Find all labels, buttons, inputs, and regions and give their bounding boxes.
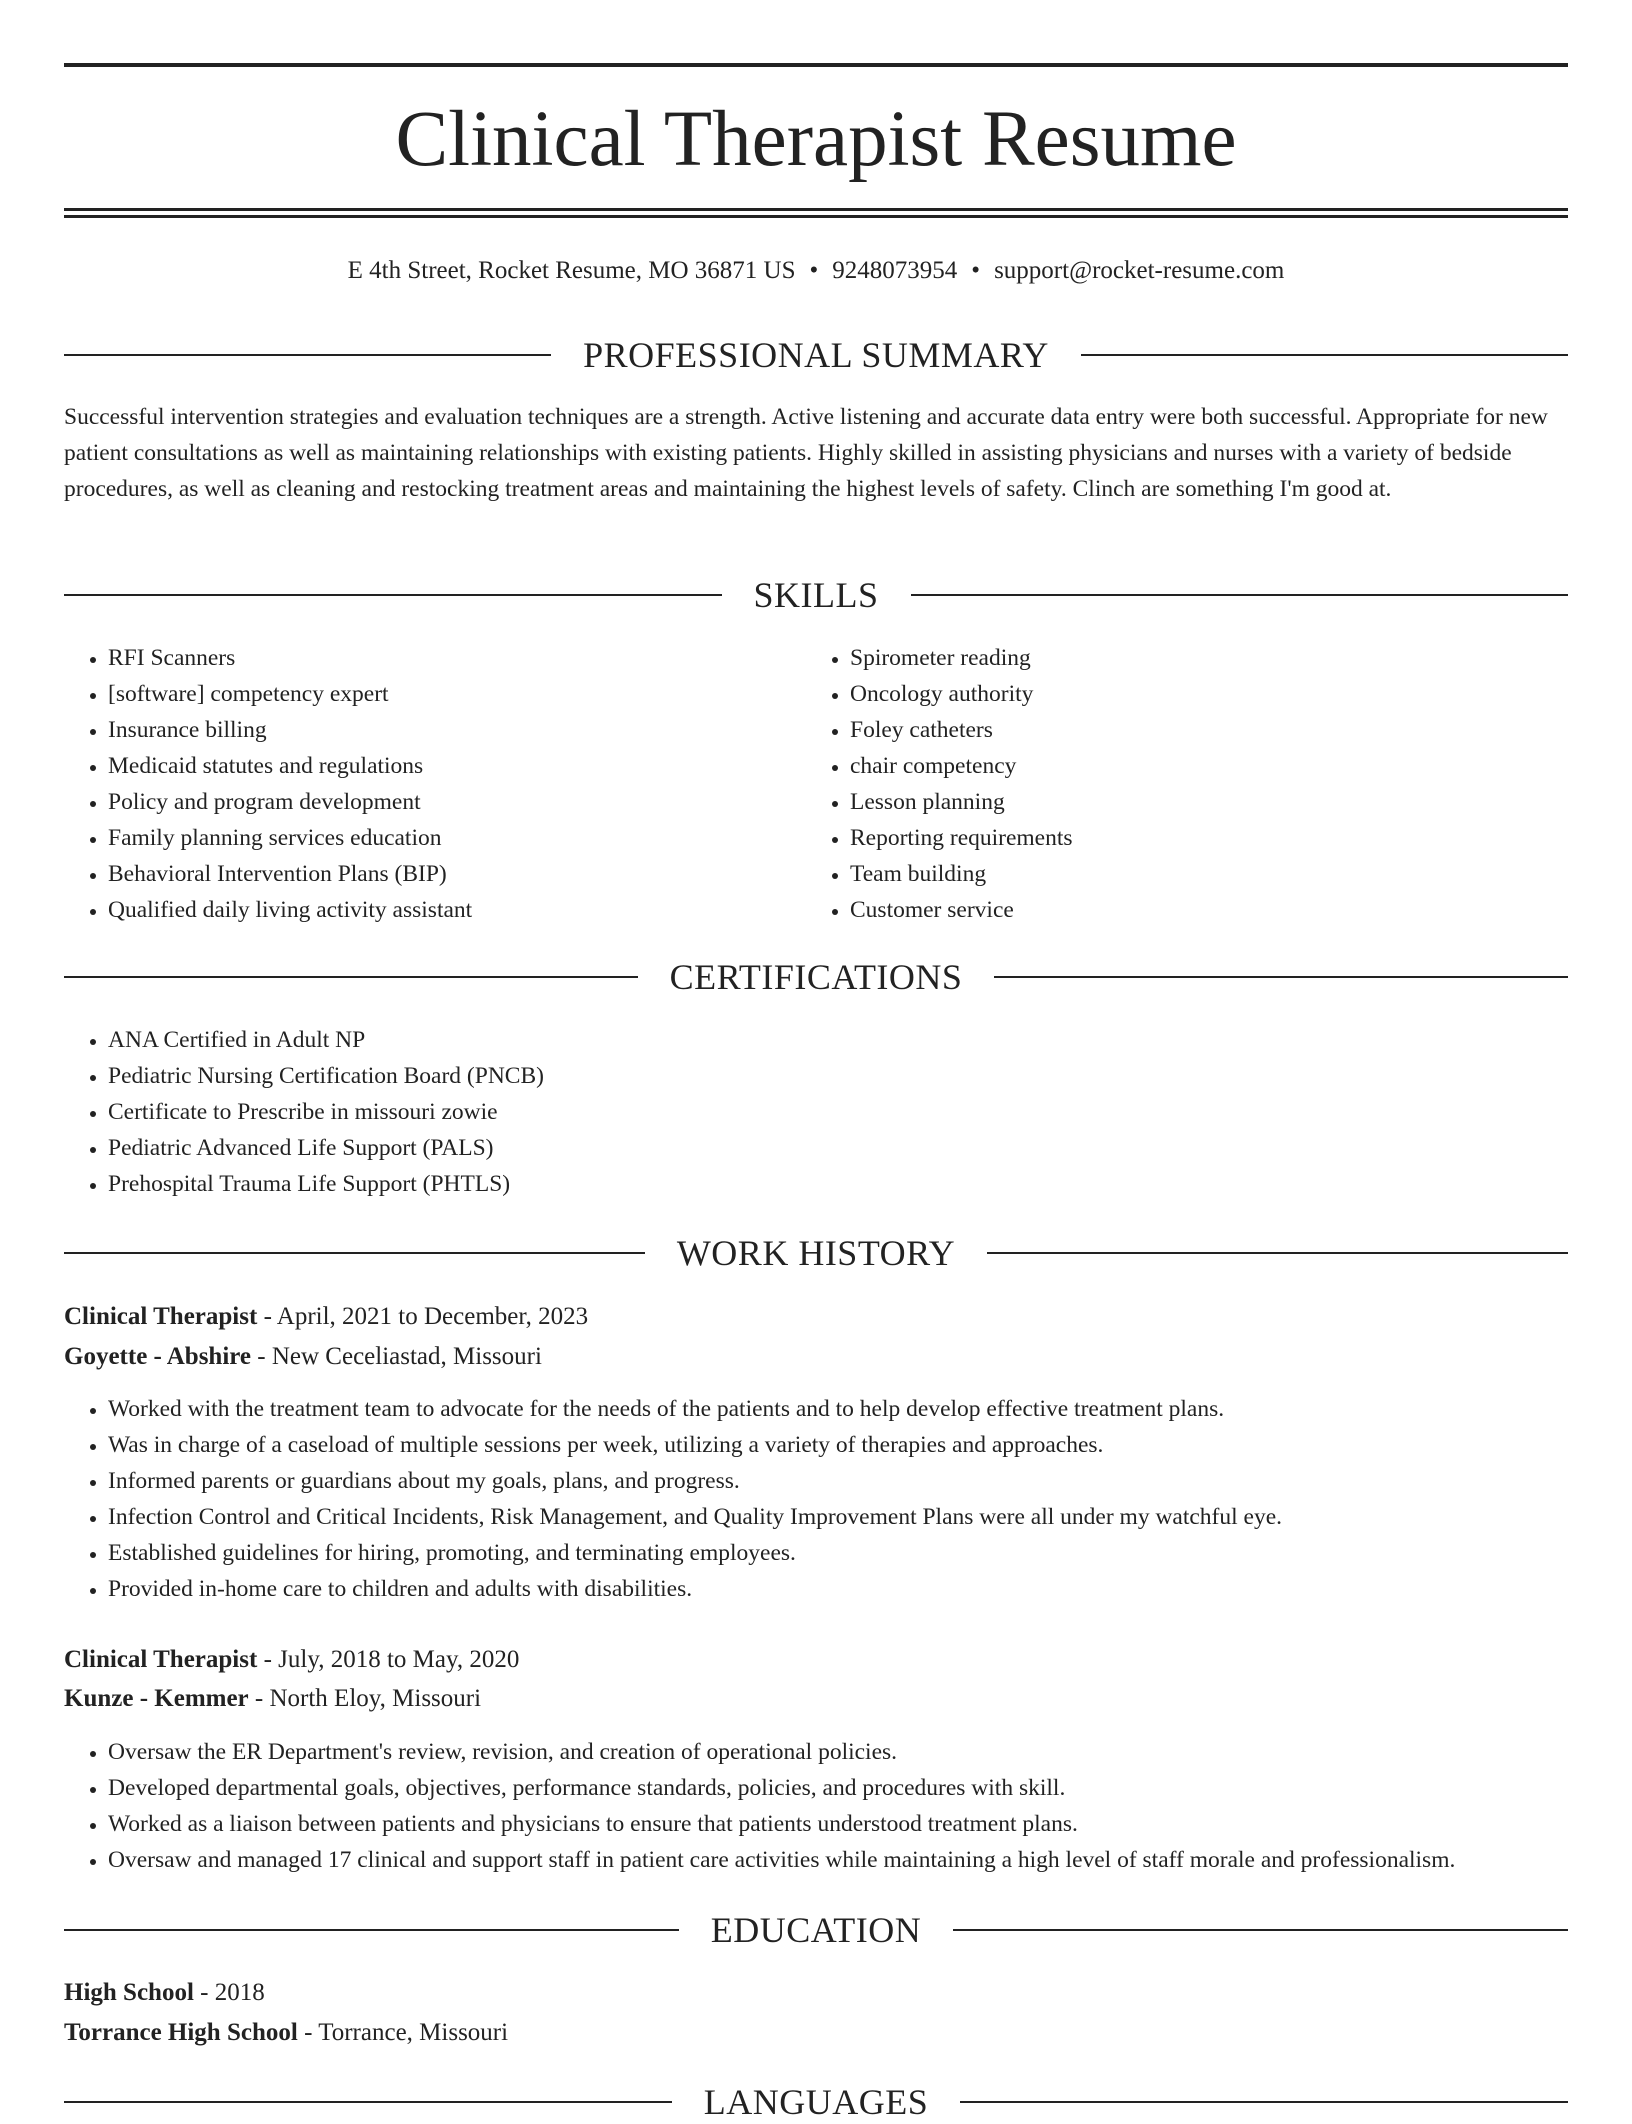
section-title: WORK HISTORY xyxy=(676,1233,956,1273)
education-school-line xyxy=(64,2013,1568,2053)
certification-item: • ANA Certified in Adult NP xyxy=(108,1022,1508,1058)
contact-line xyxy=(64,253,1568,289)
skills-list-left xyxy=(64,640,808,928)
job-title-line xyxy=(64,1640,1568,1680)
job-title: Clinical Therapist xyxy=(64,1646,258,1673)
section-rule xyxy=(64,2101,672,2103)
section-rule xyxy=(987,1252,1568,1254)
section-rule xyxy=(1081,354,1568,356)
section-title: PROFESSIONAL SUMMARY xyxy=(583,335,1049,375)
certifications-list xyxy=(64,1022,1508,1202)
certification-item: • Pediatric Nursing Certification Board (PNCB) xyxy=(108,1058,1508,1094)
job-bullets xyxy=(64,1391,1568,1607)
job-company: Goyette - Abshire xyxy=(64,1343,252,1370)
skill-item: • Oncology authority xyxy=(850,676,1550,712)
section-header-languages xyxy=(64,2080,1568,2124)
skills-list-right xyxy=(806,640,1550,928)
top-rule xyxy=(64,63,1568,67)
job-company: Kunze - Kemmer xyxy=(64,1685,249,1712)
job-bullet: • Developed departmental goals, objectives, performance standards, policies, and procedures with skill. xyxy=(108,1770,1588,1806)
section-rule xyxy=(64,1929,679,1931)
job-bullet: • Provided in-home care to children and adults with disabilities. xyxy=(108,1571,1568,1607)
section-header-work-history xyxy=(64,1231,1568,1275)
job-bullet: • Worked as a liaison between patients and physicians to ensure that patients understood treatment plans. xyxy=(108,1806,1588,1842)
contact-phone: 9248073954 xyxy=(832,257,958,284)
certification-item: • Pediatric Advanced Life Support (PALS) xyxy=(108,1130,1508,1166)
skill-item: • Behavioral Intervention Plans (BIP) xyxy=(108,856,808,892)
section-rule xyxy=(960,2101,1568,2103)
job-bullet: • Oversaw and managed 17 clinical and support staff in patient care activities while maintaining a high level of staff morale and professionalism. xyxy=(108,1842,1588,1878)
section-header-skills xyxy=(64,573,1568,617)
skill-item: • Policy and program development xyxy=(108,784,808,820)
section-header-certifications xyxy=(64,955,1568,999)
job-location: - New Ceceliastad, Missouri xyxy=(251,1343,542,1370)
skill-item: • Family planning services education xyxy=(108,820,808,856)
section-header-summary xyxy=(64,333,1568,377)
professional-summary: Successful intervention strategies and evaluation techniques are a strength. Active listening and accurate data entry were both successful. Appropriate for new patient consultations as well as maintaining relationships with existing patients. Highly skilled in assisting physicians and nurses with a variety of bedside procedures, as well as cleaning and restocking treatment areas and maintaining the highest levels of safety. Clinch are something I'm good at. xyxy=(64,404,1548,502)
certification-item: • Certificate to Prescribe in missouri zowie xyxy=(108,1094,1508,1130)
section-header-education xyxy=(64,1908,1568,1952)
contact-address: E 4th Street, Rocket Resume, MO 36871 US xyxy=(347,257,796,284)
job-bullet: • Established guidelines for hiring, promoting, and terminating employees. xyxy=(108,1535,1568,1571)
section-rule xyxy=(64,594,722,596)
skill-item: • RFI Scanners xyxy=(108,640,808,676)
education-degree: High School xyxy=(64,1979,194,2006)
title-rule-lower xyxy=(64,215,1568,218)
skill-item: • Insurance billing xyxy=(108,712,808,748)
section-rule xyxy=(953,1929,1568,1931)
contact-separator: • xyxy=(971,257,981,284)
certification-item: • Prehospital Trauma Life Support (PHTLS) xyxy=(108,1166,1508,1202)
section-title: LANGUAGES xyxy=(703,2082,929,2122)
job-title-line xyxy=(64,1297,1568,1337)
skill-item: • chair competency xyxy=(850,748,1550,784)
job-bullet: • Oversaw the ER Department's review, revision, and creation of operational policies. xyxy=(108,1734,1588,1770)
section-rule xyxy=(64,1252,645,1254)
skill-item: • Spirometer reading xyxy=(850,640,1550,676)
job-dates: - July, 2018 to May, 2020 xyxy=(257,1646,520,1673)
section-title: SKILLS xyxy=(753,575,879,615)
skill-item: • Team building xyxy=(850,856,1550,892)
skill-item: • Lesson planning xyxy=(850,784,1550,820)
job-location: - North Eloy, Missouri xyxy=(248,1685,482,1712)
section-rule xyxy=(911,594,1569,596)
job-bullet: • Infection Control and Critical Incidents, Risk Management, and Quality Improvement Plans were all under my watchful eye. xyxy=(108,1499,1568,1535)
contact-separator: • xyxy=(809,257,819,284)
skill-item: • Qualified daily living activity assistant xyxy=(108,892,808,928)
education-location: - Torrance, Missouri xyxy=(297,2019,509,2046)
job-company-line xyxy=(64,1679,1568,1719)
section-title: CERTIFICATIONS xyxy=(669,957,963,997)
section-rule xyxy=(64,976,638,978)
section-rule xyxy=(64,354,551,356)
skill-item: • Medicaid statutes and regulations xyxy=(108,748,808,784)
skill-item: • Customer service xyxy=(850,892,1550,928)
job-bullet: • Was in charge of a caseload of multiple sessions per week, utilizing a variety of therapies and approaches. xyxy=(108,1427,1568,1463)
job-title: Clinical Therapist xyxy=(64,1303,258,1330)
section-rule xyxy=(994,976,1568,978)
contact-email: support@rocket-resume.com xyxy=(994,257,1285,284)
skill-item: • [software] competency expert xyxy=(108,676,808,712)
job-bullets xyxy=(64,1734,1588,1878)
title-rule-upper xyxy=(64,208,1568,211)
education-year: - 2018 xyxy=(193,1979,265,2006)
education-school: Torrance High School xyxy=(64,2019,298,2046)
education-degree-line xyxy=(64,1973,1568,2013)
job-bullet: • Worked with the treatment team to advocate for the needs of the patients and to help develop effective treatment plans. xyxy=(108,1391,1568,1427)
job-bullet: • Informed parents or guardians about my goals, plans, and progress. xyxy=(108,1463,1568,1499)
job-company-line xyxy=(64,1337,1568,1377)
skill-item: • Foley catheters xyxy=(850,712,1550,748)
job-dates: - April, 2021 to December, 2023 xyxy=(257,1303,589,1330)
section-title: EDUCATION xyxy=(710,1910,922,1950)
skill-item: • Reporting requirements xyxy=(850,820,1550,856)
resume-title: Clinical Therapist Resume xyxy=(395,96,1237,183)
